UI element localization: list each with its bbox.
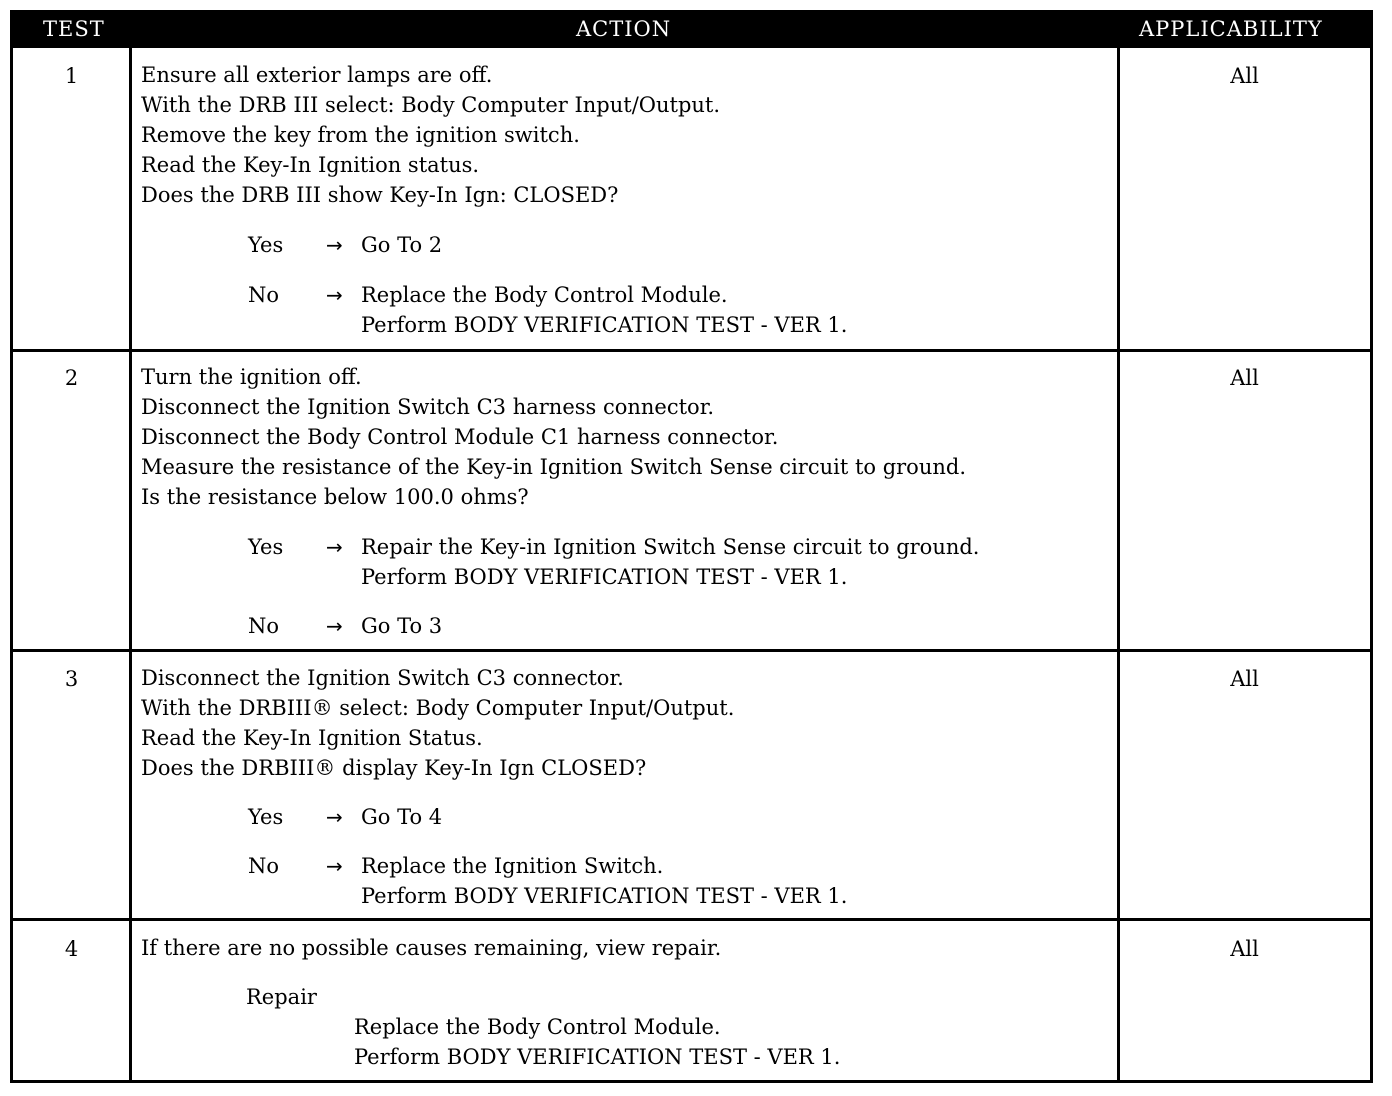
answer-yes-label: Yes	[248, 805, 284, 829]
action-step: With the DRB III select: Body Computer Input/Output.	[141, 93, 721, 117]
answer-no-label: No	[248, 283, 280, 307]
action-step: With the DRBIII® select: Body Computer Input/Output.	[141, 696, 735, 720]
answer-no-action: Go To 3	[361, 614, 443, 638]
action-step: Disconnect the Body Control Module C1 harness connector.	[141, 425, 779, 449]
arrow-right-icon: →	[326, 283, 343, 307]
test-number: 1	[64, 64, 79, 88]
arrow-right-icon: →	[326, 535, 343, 559]
applicability-value: All	[1230, 64, 1259, 88]
applicability-value: All	[1230, 667, 1259, 691]
action-step: Does the DRBIII® display Key-In Ign CLOSED?	[141, 756, 647, 780]
answer-no-action: Perform BODY VERIFICATION TEST - VER 1.	[361, 884, 848, 908]
table-header	[13, 13, 1370, 48]
answer-no-label: No	[248, 854, 280, 878]
answer-yes-label: Yes	[248, 535, 284, 559]
action-step: Read the Key-In Ignition Status.	[141, 726, 483, 750]
header-applicability: APPLICABILITY	[1139, 17, 1323, 41]
row-divider-3	[13, 918, 1370, 921]
answer-no-action: Perform BODY VERIFICATION TEST - VER 1.	[361, 313, 848, 337]
answer-no-action: Replace the Ignition Switch.	[361, 854, 664, 878]
arrow-right-icon: →	[326, 854, 343, 878]
action-step: Read the Key-In Ignition status.	[141, 153, 480, 177]
answer-yes-action: Go To 4	[361, 805, 443, 829]
header-test: TEST	[43, 17, 105, 41]
repair-action: Perform BODY VERIFICATION TEST - VER 1.	[354, 1045, 841, 1069]
repair-action: Replace the Body Control Module.	[354, 1015, 721, 1039]
header-action: ACTION	[576, 17, 672, 41]
arrow-right-icon: →	[326, 233, 343, 257]
row-divider-1	[13, 349, 1370, 352]
answer-yes-action: Go To 2	[361, 233, 443, 257]
arrow-right-icon: →	[326, 614, 343, 638]
answer-yes-action: Perform BODY VERIFICATION TEST - VER 1.	[361, 565, 848, 589]
repair-label: Repair	[246, 985, 317, 1009]
test-number: 3	[64, 667, 79, 691]
action-step: Remove the key from the ignition switch.	[141, 123, 580, 147]
action-step: Is the resistance below 100.0 ohms?	[141, 485, 529, 509]
answer-yes-label: Yes	[248, 233, 284, 257]
arrow-right-icon: →	[326, 805, 343, 829]
answer-no-label: No	[248, 614, 280, 638]
test-number: 4	[64, 937, 79, 961]
test-number: 2	[64, 366, 79, 390]
answer-yes-action: Repair the Key-in Ignition Switch Sense circuit to ground.	[361, 535, 980, 559]
applicability-value: All	[1230, 366, 1259, 390]
applicability-value: All	[1230, 937, 1259, 961]
action-step: Measure the resistance of the Key-in Ignition Switch Sense circuit to ground.	[141, 455, 966, 479]
action-step: Turn the ignition off.	[141, 365, 362, 389]
action-step: Disconnect the Ignition Switch C3 connector.	[141, 666, 624, 690]
action-step: Ensure all exterior lamps are off.	[141, 63, 493, 87]
action-step: Disconnect the Ignition Switch C3 harness connector.	[141, 395, 715, 419]
action-step: Does the DRB III show Key-In Ign: CLOSED?	[141, 183, 619, 207]
diagnostic-test-table	[10, 10, 1373, 1083]
answer-no-action: Replace the Body Control Module.	[361, 283, 728, 307]
row-divider-2	[13, 649, 1370, 652]
action-step: If there are no possible causes remaining, view repair.	[141, 936, 722, 960]
